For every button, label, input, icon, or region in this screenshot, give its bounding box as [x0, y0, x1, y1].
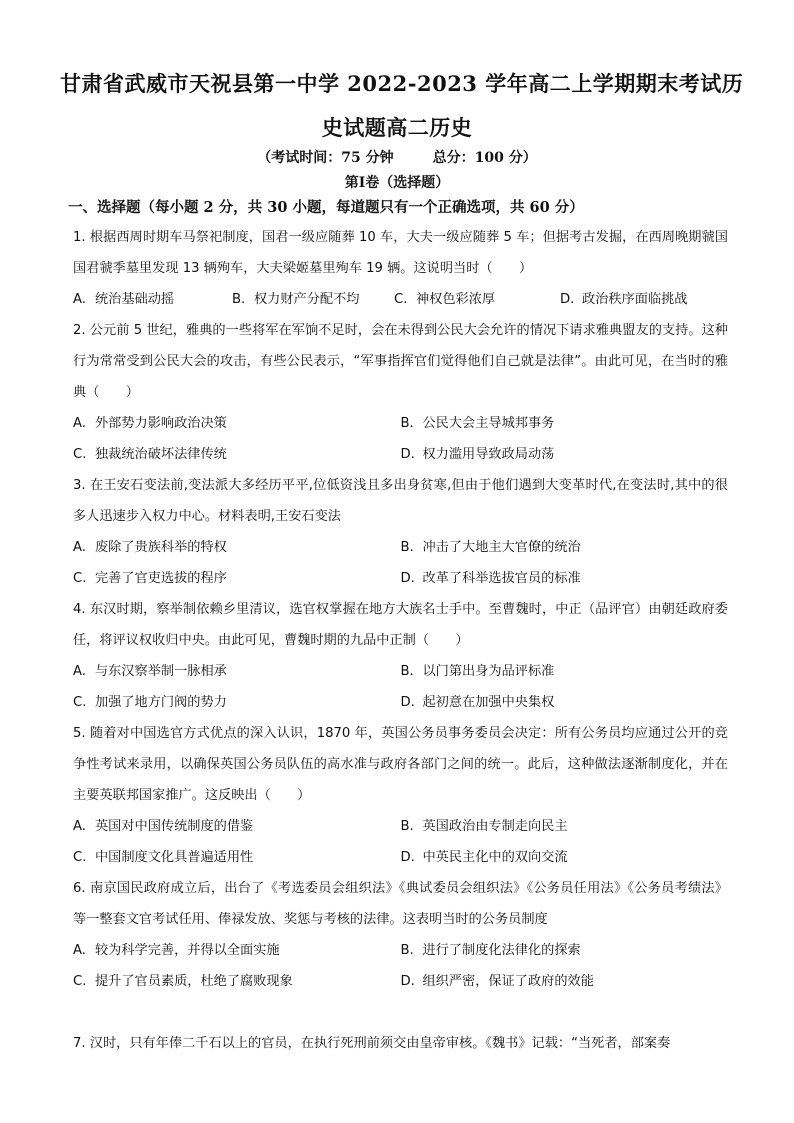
question-stem: 2. 公元前 5 世纪，雅典的一些将军在军饷不足时，会在未得到公民大会允许的情况下请求雅典盟友的支持。这种行为常常受到公民大会的攻击，有些公民表示，“军事指挥官们觉得他们自己就是法律”。由此可见，在当时的雅典（ ）: [73, 323, 728, 400]
question-2: [73, 315, 728, 470]
option-d[interactable]: D. 组织严密，保证了政府的效能: [400, 974, 594, 989]
option-a[interactable]: A. 与东汉察举制一脉相承: [73, 664, 227, 679]
option-c[interactable]: C. 加强了地方门阀的势力: [73, 695, 227, 710]
option-a[interactable]: A. 废除了贵族科举的特权: [73, 540, 227, 555]
volume-heading: 第Ⅰ卷（选择题）: [344, 175, 450, 191]
option-b[interactable]: B. 冲击了大地主大官僚的统治: [400, 540, 581, 555]
option-d[interactable]: D. 政治秩序面临挑战: [560, 292, 688, 307]
option-c[interactable]: C. 独裁统治破坏法律传统: [73, 447, 227, 462]
question-stem: 4. 东汉时期，察举制依赖乡里清议，选官权掌握在地方大族名士手中。至曹魏时，中正（品评官）由朝廷政府委任，将评议权收归中央。由此可见，曹魏时期的九品中正制（ ）: [73, 602, 728, 648]
question-stem: 1. 根据西周时期车马祭祀制度，国君一级应随葬 10 车，大夫一级应随葬 5 车；但据考古发掘，在西周晚期虢国国君虢季墓里发现 13 辆殉车，大夫梁姬墓里殉车 19 辆。这说明当时（ ）: [73, 230, 728, 276]
option-b[interactable]: B. 以门第出身为品评标准: [400, 664, 555, 679]
question-6: [73, 873, 728, 997]
option-b[interactable]: B. 公民大会主导城邦事务: [400, 416, 555, 431]
option-a[interactable]: A. 较为科学完善，并得以全面实施: [73, 943, 280, 958]
option-d[interactable]: D. 中英民主化中的双向交流: [400, 850, 568, 865]
document-title-line-1: 甘肃省武威市天祝县第一中学 2022-2023 学年高二上学期期末考试历: [60, 71, 744, 96]
option-d[interactable]: D. 起初意在加强中央集权: [400, 695, 555, 710]
document-title-line-2: 史试题高二历史: [321, 115, 473, 140]
question-3: [73, 470, 728, 594]
option-a[interactable]: A. 英国对中国传统制度的借鉴: [73, 819, 254, 834]
question-5: [73, 718, 728, 873]
question-1: [73, 222, 728, 315]
option-c[interactable]: C. 神权色彩浓厚: [394, 292, 496, 307]
question-options: [73, 656, 728, 718]
option-b[interactable]: B. 英国政治由专制走向民主: [400, 819, 568, 834]
question-options: [73, 284, 728, 315]
option-a[interactable]: A. 外部势力影响政治决策: [73, 416, 227, 431]
question-stem: 7. 汉时，只有年俸二千石以上的官员，在执行死刑前须交由皇帝审核。《魏书》记载：“当死者，部案奏: [73, 1036, 671, 1051]
option-c[interactable]: C. 中国制度文化具普遍适用性: [73, 850, 254, 865]
option-d[interactable]: D. 权力滥用导致政局动荡: [400, 447, 555, 462]
question-stem: 3. 在王安石变法前,变法派大多经历平平,位低资浅且多出身贫寒,但由于他们遇到大变革时代,在变法时,其中的很多人迅速步入权力中心。材料表明,王安石变法: [73, 478, 728, 524]
question-7: [73, 1028, 728, 1059]
option-b[interactable]: B. 进行了制度化法律化的探索: [400, 943, 581, 958]
question-stem: 5. 随着对中国选官方式优点的深入认识，1870 年，英国公务员事务委员会决定：所有公务员均应通过公开的竞争性考试来录用，以确保英国公务员队伍的高水准与政府各部门之间的统一。此后，这种做法逐渐制度化，并在主要英联邦国家推广。这反映出（ ）: [73, 726, 728, 803]
option-c[interactable]: C. 提升了官员素质，杜绝了腐败现象: [73, 974, 293, 989]
question-stem: 6. 南京国民政府成立后，出台了《考选委员会组织法》《典试委员会组织法》《公务员任用法》《公务员考绩法》等一整套文官考试任用、俸禄发放、奖惩与考核的法律。这表明当时的公务员制度: [73, 881, 728, 927]
option-a[interactable]: A. 统治基础动摇: [73, 292, 175, 307]
question-options: [73, 408, 728, 470]
question-options: [73, 935, 728, 997]
option-d[interactable]: D. 改革了科举选拔官员的标准: [400, 571, 581, 586]
option-c[interactable]: C. 完善了官吏选拔的程序: [73, 571, 227, 586]
exam-info: （考试时间：75 分钟 总分：100 分）: [257, 150, 537, 166]
section-heading: 一、选择题（每小题 2 分，共 30 小题，每道题只有一个正确选项，共 60 分）: [68, 199, 584, 216]
question-options: [73, 811, 728, 873]
question-options: [73, 532, 728, 594]
option-b[interactable]: B. 权力财产分配不均: [232, 292, 360, 307]
question-4: [73, 594, 728, 718]
